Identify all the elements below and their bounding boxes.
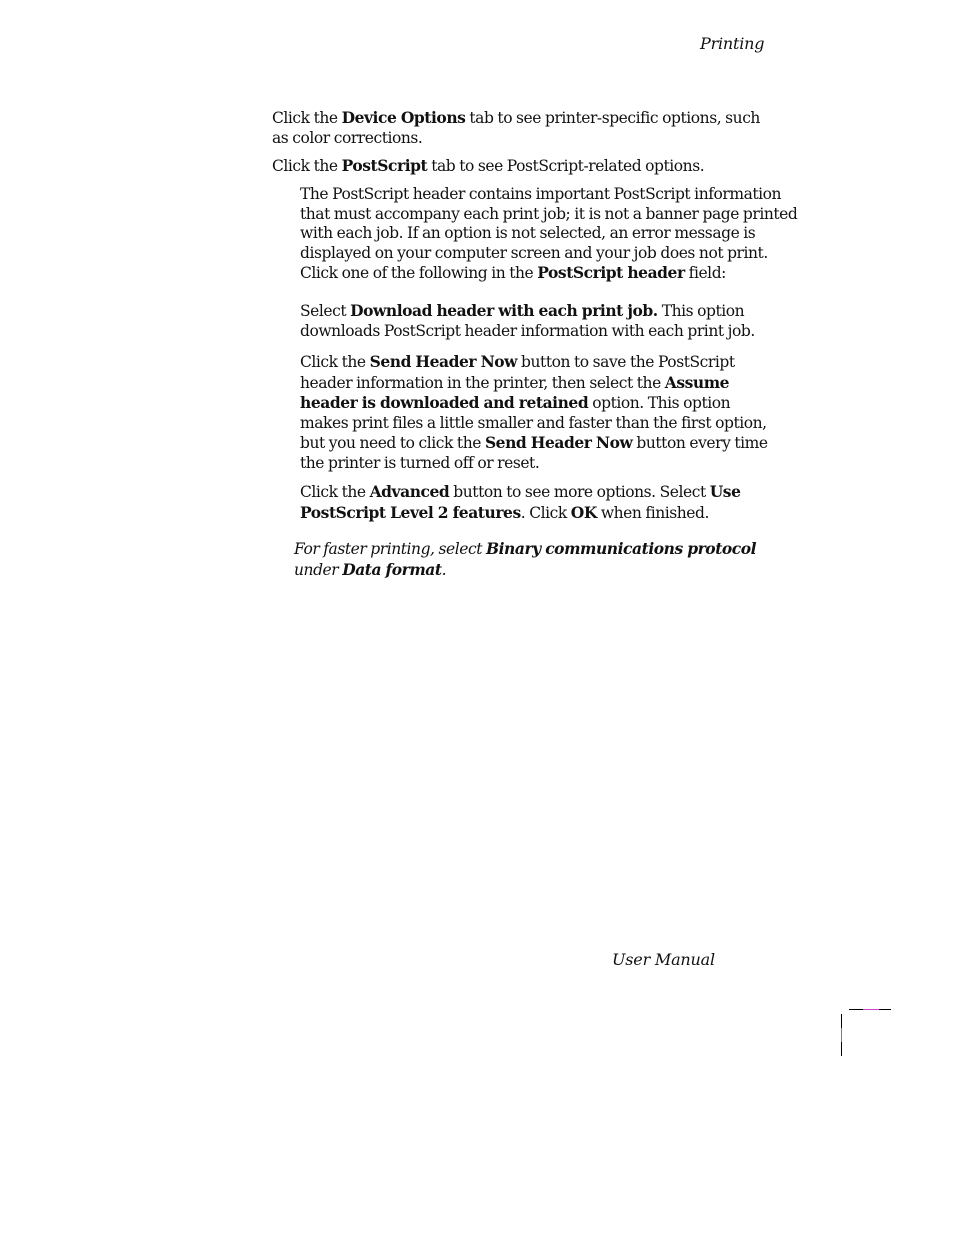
crop-mark-horizontal xyxy=(849,1009,863,1010)
device-options-term: Device Options xyxy=(341,108,466,127)
text: tab to see PostScript-related options. xyxy=(427,157,705,175)
text: This option xyxy=(657,302,745,320)
binary-protocol-term: Binary communications protocol xyxy=(485,539,757,558)
advanced-term: Advanced xyxy=(369,482,450,501)
use-term: Use xyxy=(709,482,741,501)
send-header-now-term-2: Send Header Now xyxy=(484,433,633,452)
postscript-term: PostScript xyxy=(341,156,428,175)
text: downloads PostScript header information with each print job. xyxy=(300,321,755,340)
paragraph-advanced xyxy=(300,482,741,523)
text: Click one of the following in the xyxy=(300,264,538,282)
assume-term: Assume xyxy=(664,372,730,392)
text: tab to see printer-specific options, such xyxy=(465,109,760,127)
text: . Click xyxy=(520,503,571,522)
header-downloaded-term: header is downloaded and retained xyxy=(300,393,589,412)
text: header information in the printer, then select the xyxy=(300,373,665,392)
text: Click the xyxy=(300,353,370,371)
crop-mark-horizontal xyxy=(879,1009,891,1010)
footer-label: User Manual xyxy=(612,950,715,969)
text: Click the xyxy=(272,109,342,127)
send-header-now-term: Send Header Now xyxy=(369,352,518,371)
text: but you need to click the xyxy=(300,434,485,452)
text: For faster printing, select xyxy=(294,540,486,558)
text: as color corrections. xyxy=(272,128,423,147)
text: displayed on your computer screen and your job does not print. xyxy=(300,243,768,262)
text: with each job. If an option is not selected, an error message is xyxy=(300,224,756,242)
crop-mark-vertical xyxy=(841,1014,842,1028)
download-header-term: Download header with each print job. xyxy=(350,301,658,320)
text: under xyxy=(294,560,343,579)
text: Click the xyxy=(272,157,342,175)
text: makes print files a little smaller and faster than the first option, xyxy=(300,413,767,432)
crop-mark-vertical xyxy=(841,1042,842,1056)
paragraph-download-header xyxy=(300,301,755,341)
note-faster-printing xyxy=(294,539,756,580)
text: button to see more options. Select xyxy=(449,483,710,501)
text: option. This option xyxy=(588,394,731,412)
paragraph-postscript-tab xyxy=(272,156,704,177)
running-head: Printing xyxy=(700,34,765,53)
text: that must accompany each print job; it is not a banner page printed xyxy=(300,204,798,223)
text: button to save the PostScript xyxy=(517,353,735,371)
text: button every time xyxy=(632,434,768,452)
crop-mark-vertical-accent xyxy=(841,1028,842,1042)
text: . xyxy=(441,560,447,579)
text: field: xyxy=(684,264,726,282)
data-format-term: Data format xyxy=(342,559,442,579)
text: The PostScript header contains important PostScript information xyxy=(300,185,782,203)
postscript-header-term: PostScript header xyxy=(537,263,685,282)
text: the printer is turned off or reset. xyxy=(300,453,540,472)
crop-mark-horizontal-accent xyxy=(863,1009,879,1010)
paragraph-device-options xyxy=(272,108,760,148)
text: Select xyxy=(300,302,351,320)
paragraph-header-info xyxy=(300,185,797,284)
text: Click the xyxy=(300,483,370,501)
ok-term: OK xyxy=(570,502,597,522)
paragraph-send-header xyxy=(300,352,768,473)
postscript-level2-term: PostScript Level 2 features xyxy=(300,502,521,522)
text: when finished. xyxy=(596,503,709,522)
